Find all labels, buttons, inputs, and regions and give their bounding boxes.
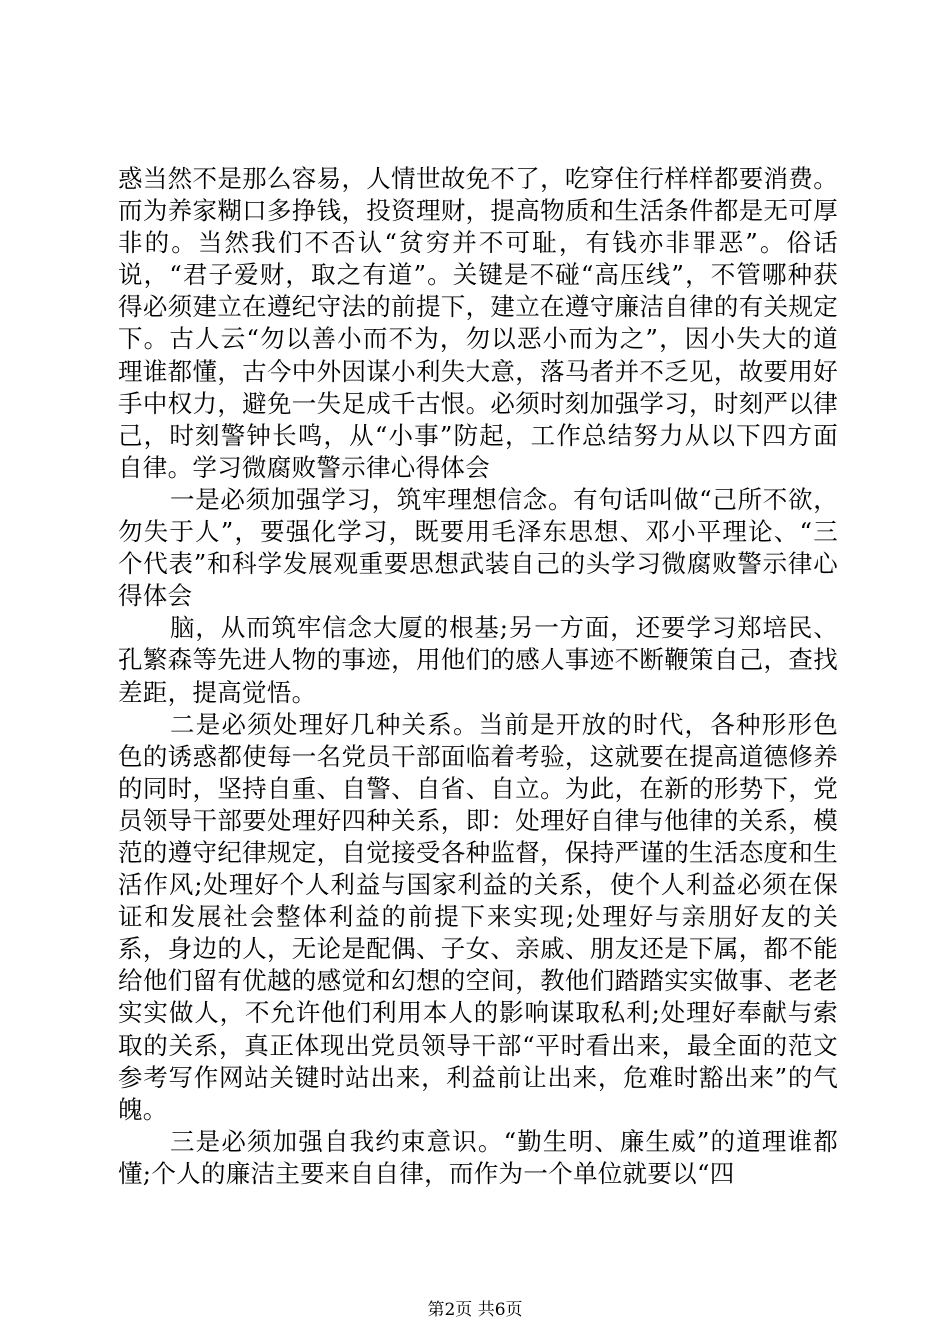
- paragraph-study: 一是必须加强学习，筑牢理想信念。有句话叫做“己所不欲，勿失于人”，要强化学习，既要用毛泽东思想、邓小平理论、“三个代表”和科学发展观重要思想武装自己的头学习微腐败警示律心得体会: [118, 484, 838, 611]
- paragraph-self-discipline: 三是必须加强自我约束意识。“勤生明、廉生威”的道理谁都懂;个人的廉洁主要来自自律，而作为一个单位就要以“四: [118, 1126, 838, 1188]
- page-indicator: 第2页 共6页: [427, 1300, 523, 1320]
- paragraph-study-cont: 脑，从而筑牢信念大厦的根基;另一方面，还要学习郑培民、孔繁森等先进人物的事迹，用他们的感人事迹不断鞭策自己，查找差距，提高觉悟。: [118, 613, 838, 707]
- paragraph-continuation: 惑当然不是那么容易，人情世故免不了，吃穿住行样样都要消费。而为养家糊口多挣钱，投资理财，提高物质和生活条件都是无可厚非的。当然我们不否认“贫穷并不可耻，有钱亦非罪恶”。俗话说，“君子爱财，取之有道”。关键是不碰“高压线”，不管哪种获得必须建立在遵纪守法的前提下，建立在遵守廉洁自律的有关规定下。古人云“勿以善小而不为，勿以恶小而为之”，因小失大的道理谁都懂，古今中外因谋小利失大意，落马者并不乏见，故要用好手中权力，避免一失足成千古恨。必须时刻加强学习，时刻严以律己，时刻警钟长鸣，从“小事”防起，工作总结努力从以下四方面自律。学习微腐败警示律心得体会: [118, 164, 838, 482]
- body-text: [118, 163, 838, 1190]
- paragraph-relations: 二是必须处理好几种关系。当前是开放的时代，各种形形色色的诱惑都使每一名党员干部面临着考验，这就要在提高道德修养的同时，坚持自重、自警、自省、自立。为此，在新的形势下，党员领导干部要处理好四种关系，即：处理好自律与他律的关系，模范的遵守纪律规定，自觉接受各种监督，保持严谨的生活态度和生活作风;处理好个人利益与国家利益的关系，使个人利益必须在保证和发展社会整体利益的前提下来实现;处理好与亲朋好友的关系，身边的人，无论是配偶、子女、亲戚、朋友还是下属，都不能给他们留有优越的感觉和幻想的空间，教他们踏踏实实做事、老老实实做人，不允许他们利用本人的影响谋取私利;处理好奉献与索取的关系，真正体现出党员领导干部“平时看出来，最全面的范文参考写作网站关键时站出来，利益前让出来，危难时豁出来”的气魄。: [118, 709, 838, 1124]
- page-footer: [0, 1300, 950, 1320]
